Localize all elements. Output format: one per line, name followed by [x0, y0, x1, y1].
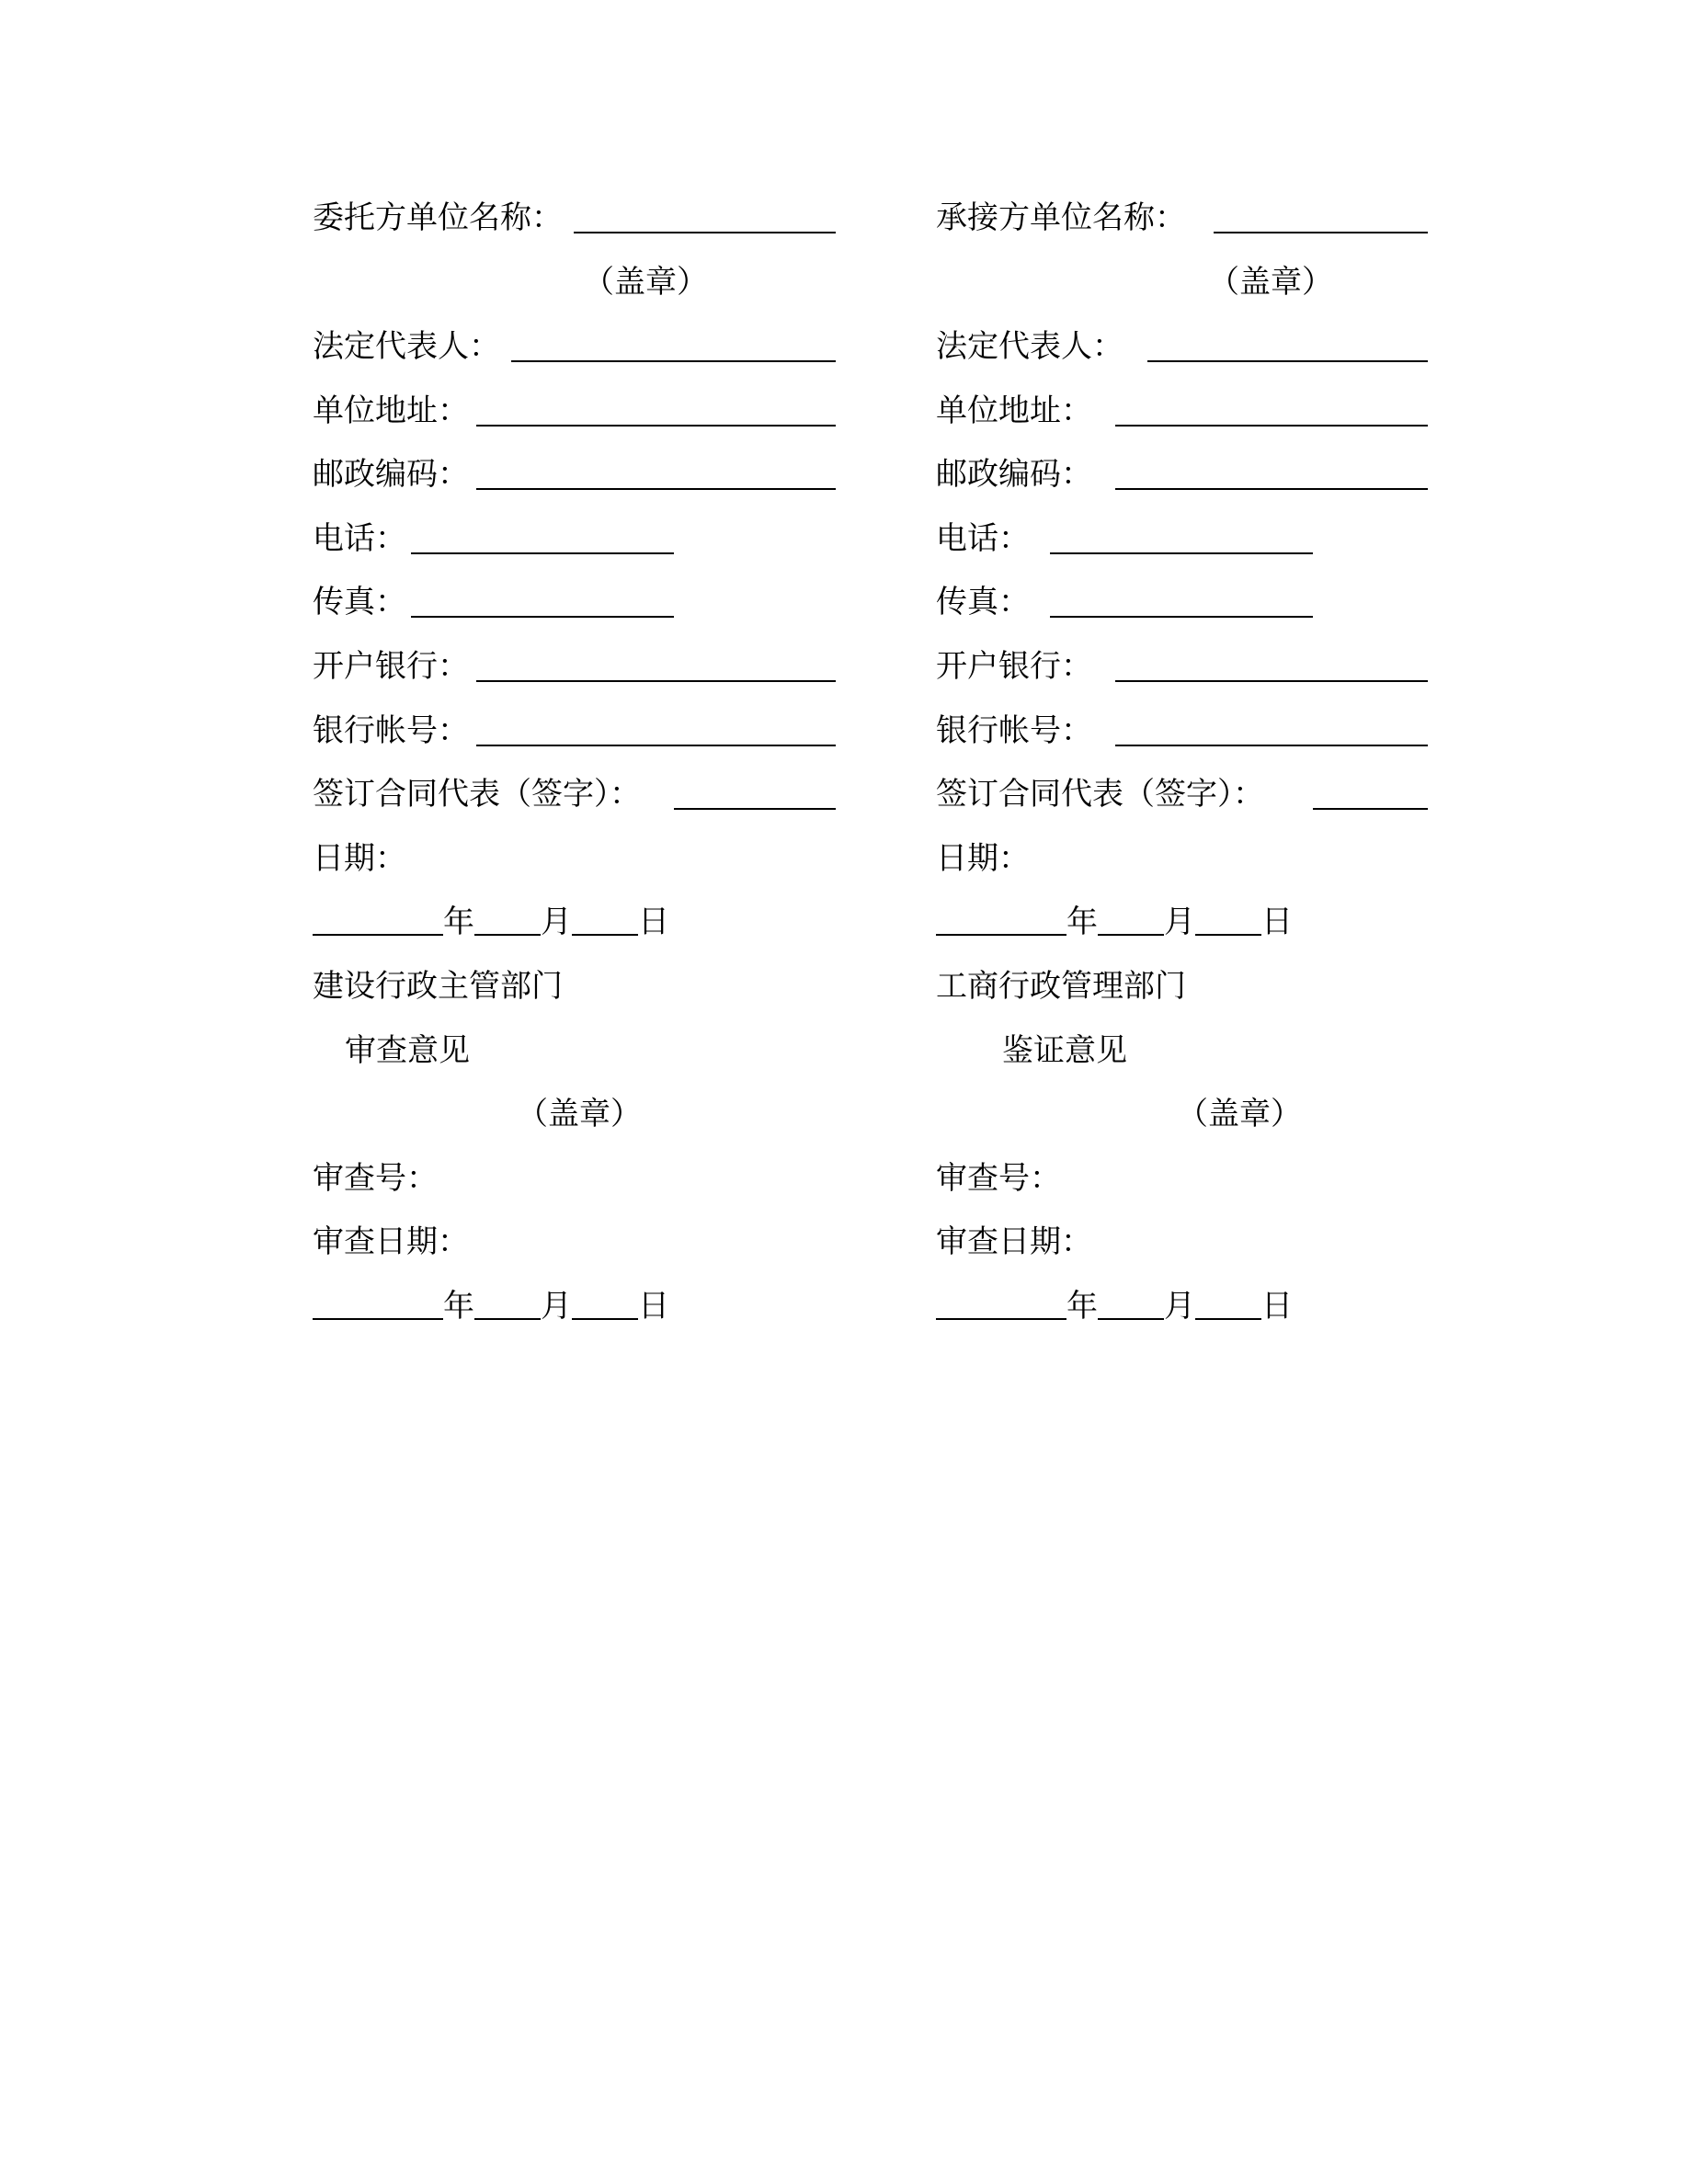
left-date-label: 日期： [313, 840, 406, 877]
left-signer-label: 签订合同代表（签字）： [313, 776, 641, 813]
right-bank-label: 开户银行： [936, 648, 1092, 685]
left-phone-label: 电话： [313, 520, 406, 557]
left-fax-label: 传真： [313, 584, 406, 620]
right-review-no: 审查号： [936, 1160, 1061, 1197]
right-fax-label: 传真： [936, 584, 1030, 620]
right-bank-field[interactable] [1115, 680, 1428, 682]
right-month-field[interactable] [1098, 897, 1164, 936]
right-year-unit: 年 [1066, 904, 1098, 940]
left-account-field[interactable] [476, 745, 836, 746]
left-review-date-row [313, 1281, 669, 1331]
right-accept-name-label: 承接方单位名称： [936, 199, 1186, 236]
right-signer-label: 签订合同代表（签字）： [936, 776, 1264, 813]
right-review-date: 审查日期： [936, 1223, 1092, 1260]
left-address-field[interactable] [476, 425, 836, 427]
right-opinion: 鉴证意见 [1002, 1032, 1127, 1069]
right-seal-1: （盖章） [1208, 264, 1333, 301]
left-seal-2: （盖章） [517, 1096, 642, 1132]
right-month2-unit: 月 [1164, 1288, 1195, 1325]
right-phone-field[interactable] [1050, 552, 1313, 554]
left-day-unit: 日 [638, 904, 669, 940]
right-month-unit: 月 [1164, 904, 1195, 940]
left-legal-rep-field[interactable] [511, 360, 836, 362]
right-date-label: 日期： [936, 840, 1030, 877]
right-postcode-label: 邮政编码： [936, 456, 1092, 493]
left-year2-unit: 年 [443, 1288, 474, 1325]
left-opinion: 审查意见 [345, 1032, 470, 1069]
right-postcode-field[interactable] [1115, 488, 1428, 490]
left-legal-rep-label: 法定代表人： [313, 328, 500, 365]
right-month2-field[interactable] [1098, 1281, 1164, 1320]
right-account-field[interactable] [1115, 745, 1428, 746]
left-year-field[interactable] [313, 897, 443, 936]
right-accept-name-field[interactable] [1214, 232, 1428, 233]
right-fax-field[interactable] [1050, 616, 1313, 618]
left-postcode-label: 邮政编码： [313, 456, 469, 493]
right-year2-field[interactable] [936, 1281, 1066, 1320]
right-signer-field[interactable] [1313, 808, 1428, 810]
left-bank-field[interactable] [476, 680, 836, 682]
right-year2-unit: 年 [1066, 1288, 1098, 1325]
left-bank-label: 开户银行： [313, 648, 469, 685]
left-day2-unit: 日 [638, 1288, 669, 1325]
right-seal-2: （盖章） [1177, 1096, 1302, 1132]
left-postcode-field[interactable] [476, 488, 836, 490]
right-day-unit: 日 [1261, 904, 1293, 940]
right-phone-label: 电话： [936, 520, 1030, 557]
left-dept: 建设行政主管部门 [313, 968, 563, 1005]
left-month-field[interactable] [474, 897, 541, 936]
left-entrust-name-field[interactable] [574, 232, 836, 233]
left-month2-field[interactable] [474, 1281, 541, 1320]
right-legal-rep-label: 法定代表人： [936, 328, 1123, 365]
right-year-field[interactable] [936, 897, 1066, 936]
left-phone-field[interactable] [411, 552, 674, 554]
left-review-date: 审查日期： [313, 1223, 469, 1260]
left-review-no: 审查号： [313, 1160, 438, 1197]
left-entrust-name-label: 委托方单位名称： [313, 199, 563, 236]
left-fax-field[interactable] [411, 616, 674, 618]
left-date-row [313, 897, 669, 947]
right-address-field[interactable] [1115, 425, 1428, 427]
left-year-unit: 年 [443, 904, 474, 940]
right-legal-rep-field[interactable] [1147, 360, 1428, 362]
right-review-date-row [936, 1281, 1293, 1331]
left-month2-unit: 月 [541, 1288, 572, 1325]
right-day-field[interactable] [1195, 897, 1261, 936]
right-dept: 工商行政管理部门 [936, 968, 1186, 1005]
left-month-unit: 月 [541, 904, 572, 940]
left-signer-field[interactable] [674, 808, 836, 810]
right-account-label: 银行帐号： [936, 712, 1092, 749]
right-day2-field[interactable] [1195, 1281, 1261, 1320]
left-address-label: 单位地址： [313, 392, 469, 429]
right-address-label: 单位地址： [936, 392, 1092, 429]
left-day2-field[interactable] [572, 1281, 638, 1320]
left-account-label: 银行帐号： [313, 712, 469, 749]
left-year2-field[interactable] [313, 1281, 443, 1320]
right-date-row [936, 897, 1293, 947]
left-seal-1: （盖章） [583, 264, 708, 301]
left-day-field[interactable] [572, 897, 638, 936]
right-day2-unit: 日 [1261, 1288, 1293, 1325]
